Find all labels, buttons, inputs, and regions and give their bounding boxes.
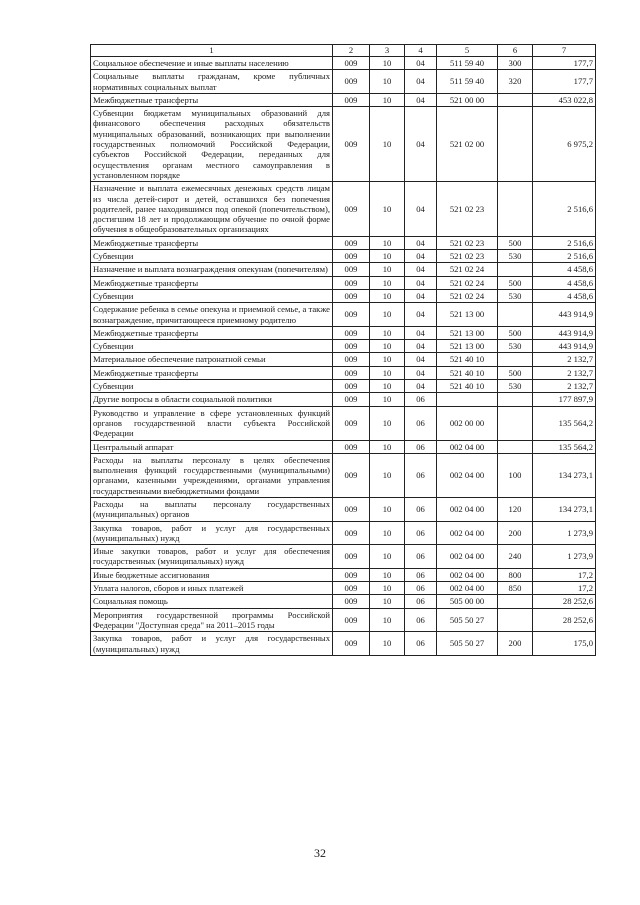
- cell-subsection: 06: [405, 440, 437, 453]
- cell-section: 10: [370, 250, 405, 263]
- cell-target-article: 521 02 00: [437, 107, 498, 182]
- cell-section: 10: [370, 440, 405, 453]
- row-description: Назначение и выплата ежемесячных денежных средств лицам из числа детей-сирот и детей, оставшихся без попечения родителей, ранее находившимся под опекой (попечительством), достигшим 18 лет и продолжающим обучение по очной форме обучения в общеобразовательных организациях: [91, 182, 333, 236]
- cell-ministry-code: 009: [333, 236, 370, 249]
- row-description: Социальная помощь: [91, 595, 333, 608]
- cell-amount: 177,7: [533, 70, 596, 94]
- cell-target-article: 521 02 24: [437, 263, 498, 276]
- cell-amount: 17,2: [533, 582, 596, 595]
- table-row: [91, 521, 596, 545]
- cell-expense-type: [498, 393, 533, 406]
- cell-section: 10: [370, 366, 405, 379]
- cell-subsection: 04: [405, 57, 437, 70]
- cell-amount: 443 914,9: [533, 326, 596, 339]
- cell-amount: 2 132,7: [533, 366, 596, 379]
- cell-ministry-code: 009: [333, 57, 370, 70]
- cell-target-article: 521 13 00: [437, 326, 498, 339]
- table-row: [91, 497, 596, 521]
- cell-subsection: 04: [405, 236, 437, 249]
- cell-target-article: 505 50 27: [437, 632, 498, 656]
- cell-ministry-code: 009: [333, 568, 370, 581]
- table-row: [91, 107, 596, 182]
- cell-ministry-code: 009: [333, 521, 370, 545]
- table-row: [91, 366, 596, 379]
- header-cell: 3: [370, 45, 405, 57]
- cell-amount: 134 273,1: [533, 497, 596, 521]
- cell-subsection: 04: [405, 326, 437, 339]
- cell-target-article: 002 04 00: [437, 521, 498, 545]
- cell-ministry-code: 009: [333, 608, 370, 632]
- cell-ministry-code: 009: [333, 406, 370, 440]
- cell-target-article: 505 50 27: [437, 608, 498, 632]
- cell-target-article: 521 02 23: [437, 182, 498, 236]
- cell-section: 10: [370, 393, 405, 406]
- cell-target-article: 002 04 00: [437, 545, 498, 569]
- cell-subsection: 04: [405, 250, 437, 263]
- cell-amount: 134 273,1: [533, 453, 596, 497]
- table-row: [91, 582, 596, 595]
- table-row: [91, 276, 596, 289]
- cell-ministry-code: 009: [333, 182, 370, 236]
- row-description: Расходы на выплаты персоналу в целях обеспечения выполнения функций государственными (муниципальными) органами, казенными учреждениями, органами управления государственными внебюджетными фондами: [91, 453, 333, 497]
- cell-section: 10: [370, 263, 405, 276]
- cell-subsection: 04: [405, 182, 437, 236]
- cell-section: 10: [370, 545, 405, 569]
- row-description: Межбюджетные трансферты: [91, 366, 333, 379]
- cell-expense-type: 530: [498, 250, 533, 263]
- table-row: [91, 289, 596, 302]
- cell-ministry-code: 009: [333, 545, 370, 569]
- cell-target-article: 521 13 00: [437, 303, 498, 327]
- header-cell: 4: [405, 45, 437, 57]
- table-row: [91, 568, 596, 581]
- cell-target-article: 002 04 00: [437, 582, 498, 595]
- cell-section: 10: [370, 595, 405, 608]
- row-description: Содержание ребенка в семье опекуна и приемной семье, а также вознаграждение, причитающееся приемному родителю: [91, 303, 333, 327]
- cell-amount: 453 022,8: [533, 93, 596, 106]
- cell-section: 10: [370, 632, 405, 656]
- cell-section: 10: [370, 182, 405, 236]
- row-description: Субвенции: [91, 340, 333, 353]
- table-header-row: [91, 45, 596, 57]
- header-cell: 6: [498, 45, 533, 57]
- cell-ministry-code: 009: [333, 632, 370, 656]
- row-description: Межбюджетные трансферты: [91, 326, 333, 339]
- cell-subsection: 06: [405, 453, 437, 497]
- cell-amount: 4 458,6: [533, 289, 596, 302]
- cell-ministry-code: 009: [333, 93, 370, 106]
- cell-subsection: 04: [405, 289, 437, 302]
- row-description: Другие вопросы в области социальной политики: [91, 393, 333, 406]
- cell-section: 10: [370, 521, 405, 545]
- cell-expense-type: 300: [498, 57, 533, 70]
- cell-section: 10: [370, 340, 405, 353]
- row-description: Материальное обеспечение патронатной семьи: [91, 353, 333, 366]
- row-description: Межбюджетные трансферты: [91, 93, 333, 106]
- table-row: [91, 353, 596, 366]
- cell-section: 10: [370, 380, 405, 393]
- cell-target-article: 511 59 40: [437, 70, 498, 94]
- cell-subsection: 06: [405, 497, 437, 521]
- cell-subsection: 04: [405, 70, 437, 94]
- row-description: Межбюджетные трансферты: [91, 276, 333, 289]
- cell-expense-type: [498, 353, 533, 366]
- cell-section: 10: [370, 57, 405, 70]
- cell-expense-type: 500: [498, 276, 533, 289]
- cell-target-article: 521 40 10: [437, 366, 498, 379]
- cell-amount: 2 132,7: [533, 380, 596, 393]
- cell-target-article: 521 02 24: [437, 289, 498, 302]
- cell-ministry-code: 009: [333, 326, 370, 339]
- cell-target-article: 521 00 00: [437, 93, 498, 106]
- cell-ministry-code: 009: [333, 250, 370, 263]
- row-description: Социальные выплаты гражданам, кроме публичных нормативных социальных выплат: [91, 70, 333, 94]
- cell-ministry-code: 009: [333, 366, 370, 379]
- cell-subsection: 04: [405, 340, 437, 353]
- cell-target-article: 521 40 10: [437, 380, 498, 393]
- cell-expense-type: [498, 93, 533, 106]
- cell-amount: 28 252,6: [533, 595, 596, 608]
- table-row: [91, 406, 596, 440]
- table-row: [91, 380, 596, 393]
- cell-expense-type: [498, 107, 533, 182]
- cell-section: 10: [370, 568, 405, 581]
- cell-ministry-code: 009: [333, 453, 370, 497]
- cell-subsection: 06: [405, 545, 437, 569]
- row-description: Расходы на выплаты персоналу государственных (муниципальных) органов: [91, 497, 333, 521]
- cell-section: 10: [370, 107, 405, 182]
- cell-expense-type: 500: [498, 236, 533, 249]
- cell-expense-type: 200: [498, 521, 533, 545]
- cell-amount: 17,2: [533, 568, 596, 581]
- cell-target-article: [437, 393, 498, 406]
- cell-ministry-code: 009: [333, 340, 370, 353]
- page-number: 32: [314, 846, 326, 860]
- row-description: Социальное обеспечение и иные выплаты населению: [91, 57, 333, 70]
- cell-ministry-code: 009: [333, 107, 370, 182]
- cell-amount: 1 273,9: [533, 521, 596, 545]
- row-description: Центральный аппарат: [91, 440, 333, 453]
- cell-section: 10: [370, 236, 405, 249]
- cell-expense-type: 500: [498, 366, 533, 379]
- table-row: [91, 93, 596, 106]
- table-row: [91, 440, 596, 453]
- cell-amount: 2 516,6: [533, 250, 596, 263]
- table-row: [91, 608, 596, 632]
- cell-expense-type: [498, 608, 533, 632]
- cell-subsection: 04: [405, 276, 437, 289]
- cell-target-article: 002 04 00: [437, 568, 498, 581]
- row-description: Субвенции: [91, 380, 333, 393]
- cell-ministry-code: 009: [333, 440, 370, 453]
- cell-amount: 4 458,6: [533, 263, 596, 276]
- cell-subsection: 04: [405, 93, 437, 106]
- table-row: [91, 263, 596, 276]
- row-description: Субвенции: [91, 289, 333, 302]
- cell-subsection: 06: [405, 393, 437, 406]
- cell-target-article: 002 00 00: [437, 406, 498, 440]
- cell-subsection: 06: [405, 632, 437, 656]
- cell-target-article: 521 02 23: [437, 236, 498, 249]
- table-row: [91, 393, 596, 406]
- cell-section: 10: [370, 453, 405, 497]
- cell-section: 10: [370, 93, 405, 106]
- row-description: Назначение и выплата вознаграждения опекунам (попечителям): [91, 263, 333, 276]
- cell-ministry-code: 009: [333, 353, 370, 366]
- header-cell: 7: [533, 45, 596, 57]
- table-row: [91, 453, 596, 497]
- cell-subsection: 04: [405, 107, 437, 182]
- cell-target-article: 505 00 00: [437, 595, 498, 608]
- table-row: [91, 595, 596, 608]
- cell-ministry-code: 009: [333, 582, 370, 595]
- cell-subsection: 06: [405, 568, 437, 581]
- cell-section: 10: [370, 326, 405, 339]
- cell-subsection: 06: [405, 582, 437, 595]
- cell-amount: 443 914,9: [533, 303, 596, 327]
- row-description: Мероприятия государственной программы Российской Федерации "Доступная среда" на 2011–2015 годы: [91, 608, 333, 632]
- cell-subsection: 04: [405, 263, 437, 276]
- cell-subsection: 04: [405, 353, 437, 366]
- row-description: Уплата налогов, сборов и иных платежей: [91, 582, 333, 595]
- cell-expense-type: 500: [498, 326, 533, 339]
- table-row: [91, 545, 596, 569]
- table-row: [91, 303, 596, 327]
- cell-expense-type: [498, 303, 533, 327]
- cell-section: 10: [370, 406, 405, 440]
- table-row: [91, 182, 596, 236]
- cell-amount: 177,7: [533, 57, 596, 70]
- cell-section: 10: [370, 289, 405, 302]
- cell-expense-type: [498, 595, 533, 608]
- cell-section: 10: [370, 608, 405, 632]
- row-description: Руководство и управление в сфере установленных функций органов государственной власти субъекта Российской Федерации: [91, 406, 333, 440]
- cell-target-article: 521 13 00: [437, 340, 498, 353]
- cell-expense-type: [498, 440, 533, 453]
- cell-expense-type: 800: [498, 568, 533, 581]
- cell-section: 10: [370, 497, 405, 521]
- cell-target-article: 002 04 00: [437, 440, 498, 453]
- cell-target-article: 521 02 24: [437, 276, 498, 289]
- cell-ministry-code: 009: [333, 70, 370, 94]
- cell-target-article: 511 59 40: [437, 57, 498, 70]
- cell-target-article: 521 40 10: [437, 353, 498, 366]
- header-cell: 1: [91, 45, 333, 57]
- cell-expense-type: 530: [498, 340, 533, 353]
- row-description: Закупка товаров, работ и услуг для государственных (муниципальных) нужд: [91, 632, 333, 656]
- cell-amount: 135 564,2: [533, 440, 596, 453]
- cell-expense-type: 850: [498, 582, 533, 595]
- cell-subsection: 04: [405, 380, 437, 393]
- row-description: Межбюджетные трансферты: [91, 236, 333, 249]
- cell-amount: 2 516,6: [533, 236, 596, 249]
- cell-expense-type: 530: [498, 380, 533, 393]
- row-description: Иные бюджетные ассигнования: [91, 568, 333, 581]
- cell-subsection: 06: [405, 406, 437, 440]
- cell-amount: 28 252,6: [533, 608, 596, 632]
- table-row: [91, 326, 596, 339]
- table-row: [91, 57, 596, 70]
- cell-subsection: 06: [405, 608, 437, 632]
- cell-amount: 6 975,2: [533, 107, 596, 182]
- cell-ministry-code: 009: [333, 263, 370, 276]
- cell-ministry-code: 009: [333, 289, 370, 302]
- cell-expense-type: [498, 182, 533, 236]
- cell-ministry-code: 009: [333, 380, 370, 393]
- table-row: [91, 70, 596, 94]
- cell-expense-type: 530: [498, 289, 533, 302]
- header-cell: 5: [437, 45, 498, 57]
- budget-table: [90, 44, 596, 656]
- cell-amount: 175,0: [533, 632, 596, 656]
- cell-target-article: 002 04 00: [437, 453, 498, 497]
- cell-amount: 1 273,9: [533, 545, 596, 569]
- cell-expense-type: 120: [498, 497, 533, 521]
- cell-section: 10: [370, 582, 405, 595]
- header-cell: 2: [333, 45, 370, 57]
- cell-section: 10: [370, 303, 405, 327]
- table-row: [91, 340, 596, 353]
- cell-expense-type: 100: [498, 453, 533, 497]
- cell-amount: 4 458,6: [533, 276, 596, 289]
- row-description: Субвенции бюджетам муниципальных образований для финансового обеспечения расходных обязательств муниципальных образований, возникающих при выполнении государственных полномочий Российской Федерации, субъектов Российской Федерации, переданных для осуществления органам местного самоуправления в установленном порядке: [91, 107, 333, 182]
- cell-amount: 135 564,2: [533, 406, 596, 440]
- cell-section: 10: [370, 353, 405, 366]
- cell-subsection: 06: [405, 595, 437, 608]
- cell-expense-type: [498, 406, 533, 440]
- cell-ministry-code: 009: [333, 303, 370, 327]
- cell-ministry-code: 009: [333, 595, 370, 608]
- cell-expense-type: 240: [498, 545, 533, 569]
- table-row: [91, 632, 596, 656]
- row-description: Иные закупки товаров, работ и услуг для обеспечения государственных (муниципальных) нужд: [91, 545, 333, 569]
- cell-subsection: 04: [405, 366, 437, 379]
- cell-amount: 177 897,9: [533, 393, 596, 406]
- cell-ministry-code: 009: [333, 497, 370, 521]
- cell-target-article: 002 04 00: [437, 497, 498, 521]
- cell-expense-type: 200: [498, 632, 533, 656]
- cell-ministry-code: 009: [333, 276, 370, 289]
- cell-amount: 2 132,7: [533, 353, 596, 366]
- table-row: [91, 250, 596, 263]
- table-row: [91, 236, 596, 249]
- row-description: Субвенции: [91, 250, 333, 263]
- cell-amount: 443 914,9: [533, 340, 596, 353]
- cell-section: 10: [370, 70, 405, 94]
- cell-subsection: 04: [405, 303, 437, 327]
- cell-subsection: 06: [405, 521, 437, 545]
- cell-expense-type: 320: [498, 70, 533, 94]
- row-description: Закупка товаров, работ и услуг для государственных (муниципальных) нужд: [91, 521, 333, 545]
- cell-amount: 2 516,6: [533, 182, 596, 236]
- cell-expense-type: [498, 263, 533, 276]
- cell-section: 10: [370, 276, 405, 289]
- cell-ministry-code: 009: [333, 393, 370, 406]
- cell-target-article: 521 02 23: [437, 250, 498, 263]
